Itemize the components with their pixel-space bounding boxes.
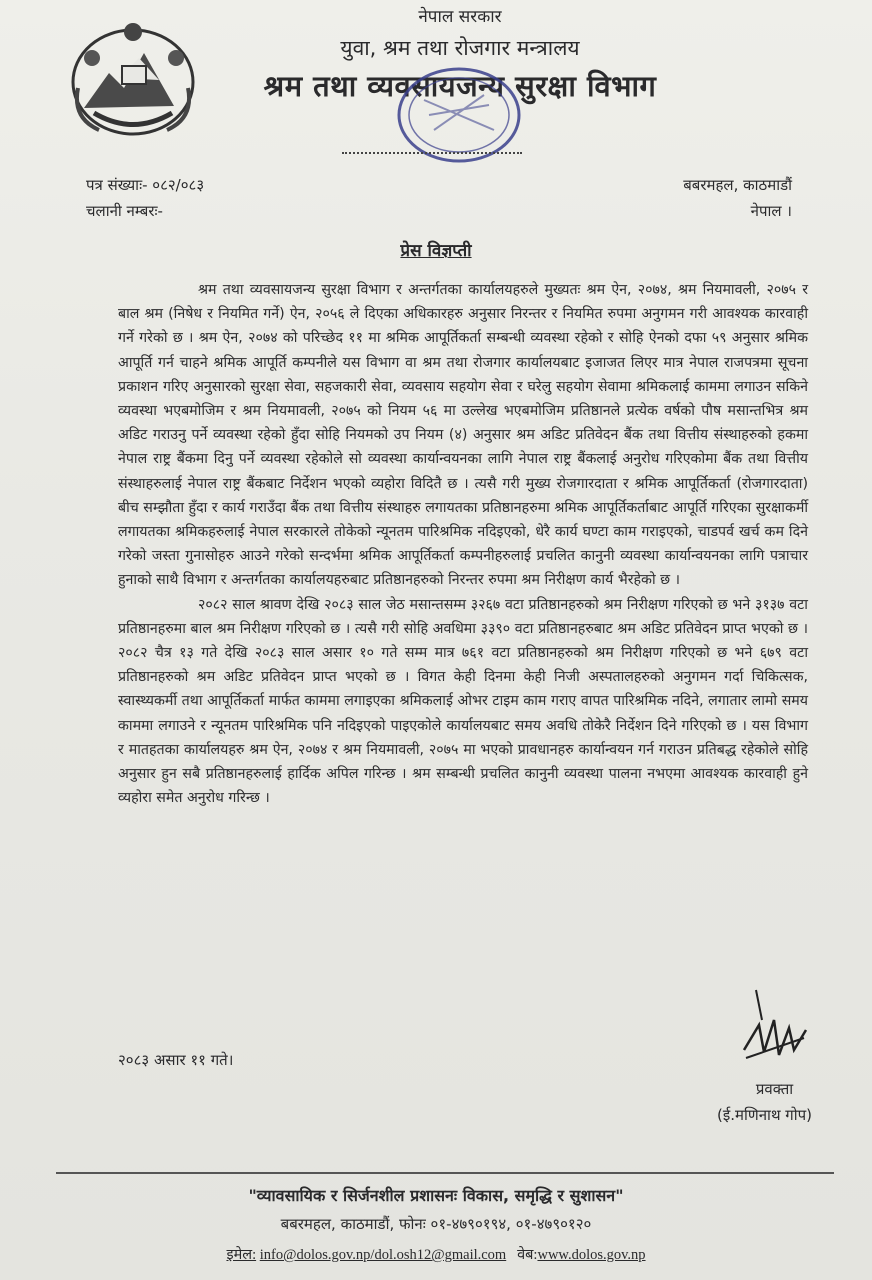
paragraph: श्रम तथा व्यवसायजन्य सुरक्षा विभाग र अन्तर्गतका कार्यालयहरुले मुख्यतः श्रम ऐन, २०७४, श्रम नियमावली, २०७५ र बाल श्रम (निषेध र नियमित गर्ने) ऐन, २०५६ ले दिएका अधिकारहरु अनुसार निरन्तर र नियमित रुपमा अनुगमन गरी आवश्यक कारवाही गर्ने गरेको छ । श्रम ऐन, २०७४ को परिच्छेद ११ मा श्रमिक आपूर्तिकर्ता सम्बन्धी व्यवस्था रहेको र सोहि ऐनको दफा ५९ अनुसार श्रमिक आपूर्ति गर्न चाहने श्रमिक आपूर्ति कम्पनीले यस विभाग वा श्रम तथा रोजगार कार्यालयबाट इजाजत लिएर मात्र नेपाल राजपत्रमा सूचना प्रकाशन गरिए अनुसारको सुरक्षा सेवा, सहजकारी सेवा, व्यवसाय सहयोग सेवा र घरेलु सहयोग सेवामा श्रमिकलाई काममा लगाउन सकिने व्यवस्था भएबमोजिम र श्रम नियमावली, २०७५ को नियम ५६ मा उल्लेख भएबमोजिम प्रतिष्ठानले प्रत्येक वर्षको पौष मसान्तभित्र श्रम अडिट गराउनु पर्ने व्यवस्था रहेको हुँदा सोहि नियमको उप नियम (४) अनुसार श्रम अडिट प्रतिवेदन बैंक तथा वित्तीय संस्थाहरुको हकमा नेपाल राष्ट्र बैंकमा दिनु पर्ने व्यवस्था रहेकोले सो व्यवस्था कार्यान्वयनका लागि नेपाल राष्ट्र बैंकलाई अनुरोध गरिएकोमा बैंक तथा वित्तीय संस्थाहरुलाई नेपाल राष्ट्र बैंकबाट निर्देशन भएको व्यहोरा विदितै छ । त्यसै गरी मुख्य रोजगारदाता र श्रमिक आपूर्तिकर्ता (रोजगारदाता) बीच सम्झौता हुँदा र कार्य गराउँदा बैंक तथा वित्तीय संस्थाहरु लगायतका प्रतिष्ठानहरुमा श्रमिक आपूर्तिकर्ताबाट आपूर्ति गरिएका सुरक्षाकर्मी लगायतका श्रमिकहरुलाई नेपाल सरकारले तोकेको न्यूनतम पारिश्रमिक नदिइएको, धेरै कार्य घण्टा काम गराइएको, चाडपर्व खर्च कम दिने गरेको जस्ता गुनासोहरु आउने गरेको सन्दर्भमा श्रमिक आपूर्तिकर्ता कम्पनीहरुलाई प्रचलित कानुनी व्यवस्था कार्यान्वयनका लागि पत्राचार हुनाको साथै विभाग र अन्तर्गतका कार्यालयहरुबाट प्रतिष्ठानहरुको निरन्तर रुपमा श्रम निरीक्षण कार्य भैरहेको छ । [118,282,808,589]
email-label: इमेल: [226,1247,257,1263]
letter-number: पत्र संख्याः- ०८२/०८३ [86,176,205,194]
place: बबरमहल, काठमाडौं [683,176,792,194]
web-link[interactable]: www.dolos.gov.np [537,1247,646,1263]
letter-reference [86,172,204,224]
dispatch-number: चलानी नम्बरः- [86,202,163,220]
letter-body [118,278,808,810]
web-label: वेब: [517,1247,538,1263]
footer-address: बबरमहल, काठमाडौं, फोनः ०१-४७९०१९४, ०१-४७९०१२० [280,1215,592,1233]
letter-location [683,172,792,224]
spokesperson-role: प्रवक्ता [755,1080,794,1098]
ministry-name: युवा, श्रम तथा रोजगार मन्त्रालय [340,36,580,60]
country: नेपाल । [750,202,792,220]
title-text: प्रेस विज्ञप्ती [400,241,472,261]
spokesperson-block [717,1076,812,1128]
nepal-emblem-icon [64,18,202,146]
footer-divider [56,1172,834,1174]
issue-date: २०८३ असार ११ गते। [118,1051,234,1069]
email-link[interactable]: info@dolos.gov.np/dol.osh12@gmail.com [259,1247,507,1263]
footer-contacts [0,1244,872,1264]
spokesperson-name: (ई.मणिनाथ गोप) [717,1106,812,1124]
government-name: नेपाल सरकार [418,7,502,27]
signature-icon [734,980,814,1070]
footer-motto: "व्यावसायिक र सिर्जनशील प्रशासनः विकास, समृद्धि र सुशासन" [248,1186,624,1205]
press-release-title [0,238,872,261]
department-name: श्रम तथा व्यवसायजन्य सुरक्षा विभाग [263,69,657,103]
paragraph: २०८२ साल श्रावण देखि २०८३ साल जेठ मसान्तसम्म ३२६७ वटा प्रतिष्ठानहरुको श्रम निरीक्षण गरिएको छ भने ३१३७ वटा प्रतिष्ठानहरुमा बाल श्रम निरीक्षण गरिएको छ । त्यसै गरी सोहि अवधिमा ३३९० वटा प्रतिष्ठानहरुबाट श्रम अडिट प्रतिवेदन प्राप्त भएको छ । २०८२ चैत्र १३ गते देखि २०८३ साल असार १० गते सम्म मात्र ७६१ वटा प्रतिष्ठानहरुको श्रम निरीक्षण गरिएको छ भने ६७९ वटा प्रतिष्ठानहरुको श्रम अडिट प्रतिवेदन प्राप्त भएको छ । विगत केही दिनमा केही निजी अस्पतालहरुको अनुगमन गर्दा चिकित्सक, स्वास्थ्यकर्मी तथा आपूर्तिकर्ता मार्फत काममा लगाइएका श्रमिकलाई ओभर टाइम काम गराए वापत पारिश्रमिक नदिने, लगातार लामो समय काममा लगाउने र न्यूनतम पारिश्रमिक पनि नदिइएको पाइएकोले कार्यालयबाट समय अवधि तोकेरै निर्देशन दिने गरिएको छ । यस विभाग र मातहतका कार्यालयहरु श्रम ऐन, २०७४ र श्रम नियमावली, २०७५ मा भएको प्रावधानहरु कार्यान्वयन गर्न गराउन प्रतिबद्ध रहेकोले सोहि अनुसार हुन सबै प्रतिष्ठानहरुलाई हार्दिक अपिल गरिन्छ । श्रम सम्बन्धी प्रचलित कानुनी व्यवस्था पालना नभएमा आवश्यक कारवाही हुने व्यहोरा समेत अनुरोध गरिन्छ । [118,596,808,807]
header-dotted-line [342,152,522,154]
